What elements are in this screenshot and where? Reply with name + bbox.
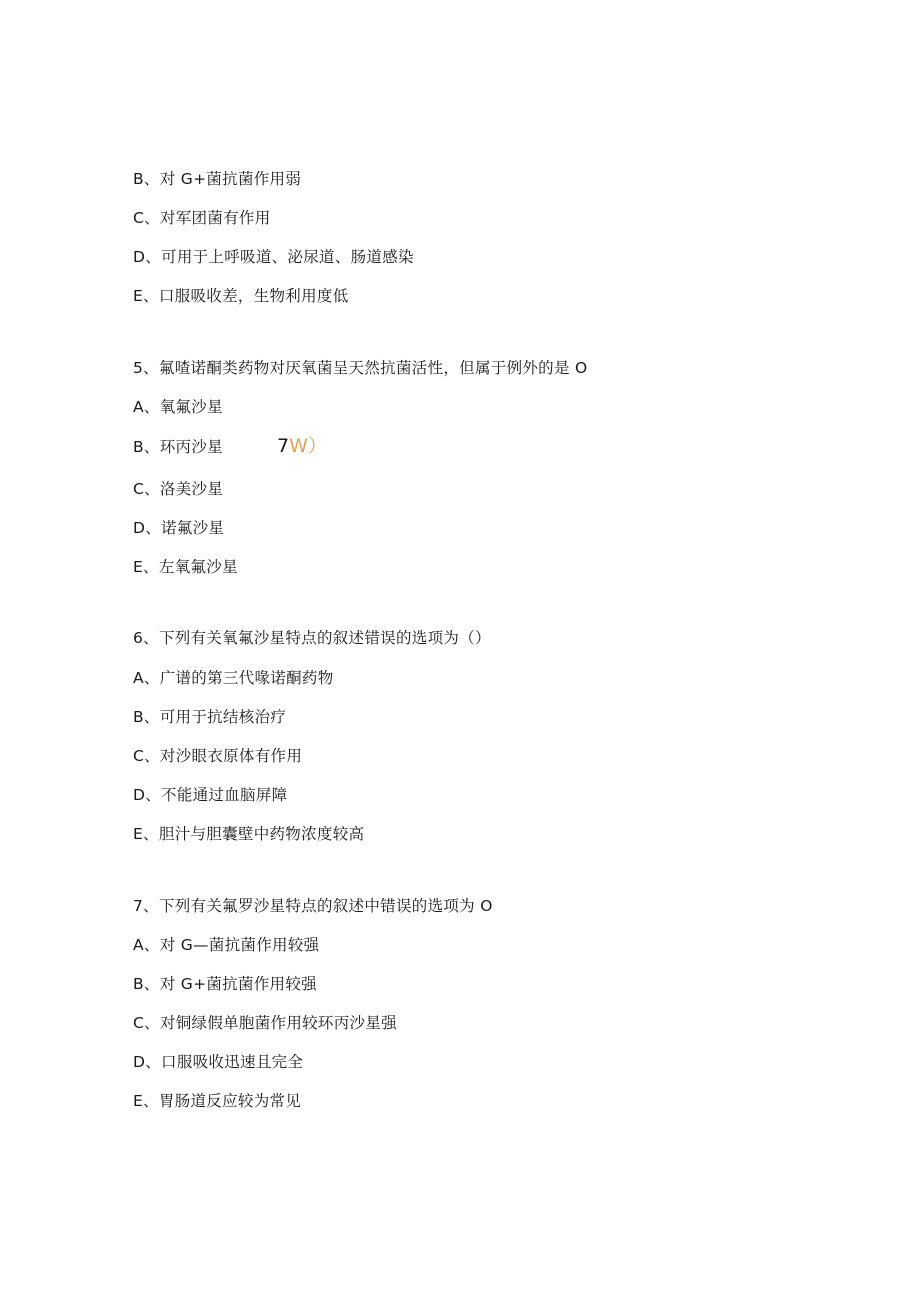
option-c-q4: C、对军团菌有作用 (133, 209, 271, 227)
mark-number: 7 (277, 435, 290, 457)
option-e-q6: E、胆汁与胆囊壁中药物浓度较高 (133, 825, 365, 843)
option-b-q6: B、可用于抗结核治疗 (133, 708, 287, 726)
mark-tail: W） (289, 435, 327, 457)
option-c-q7: C、对铜绿假单胞菌作用较环丙沙星强 (133, 1014, 397, 1032)
option-d-q6: D、不能通过血脑屏障 (133, 786, 288, 804)
option-e-q5: E、左氧氟沙星 (133, 558, 238, 576)
option-a-q5: A、氧氟沙星 (133, 398, 223, 416)
option-a-q7: A、对 G—菌抗菌作用较强 (133, 936, 320, 954)
question-7: 7、下列有关氟罗沙星特点的叙述中错误的选项为 O (133, 897, 493, 915)
option-d-q7: D、口服吸收迅速且完全 (133, 1053, 304, 1071)
question-6: 6、下列有关氧氟沙星特点的叙述错误的选项为（） (133, 629, 491, 647)
option-b-q5: B、环丙沙星 (133, 438, 223, 456)
option-d-q5: D、诺氟沙星 (133, 519, 225, 537)
option-d-q4: D、可用于上呼吸道、泌尿道、肠道感染 (133, 248, 414, 266)
option-c-q5: C、洛美沙星 (133, 480, 224, 498)
question-5: 5、氟喳诺酮类药物对厌氧菌呈天然抗菌活性，但属于例外的是 O (133, 359, 588, 377)
option-e-q4: E、口服吸收差，生物利用度低 (133, 287, 349, 305)
handwritten-mark (277, 436, 327, 456)
option-b-q7: B、对 G+菌抗菌作用较强 (133, 975, 317, 993)
option-c-q6: C、对沙眼衣原体有作用 (133, 747, 303, 765)
option-e-q7: E、胃肠道反应较为常见 (133, 1092, 302, 1110)
option-a-q6: A、广谱的第三代喙诺酮药物 (133, 669, 334, 687)
option-b-q4: B、对 G+菌抗菌作用弱 (133, 170, 302, 188)
